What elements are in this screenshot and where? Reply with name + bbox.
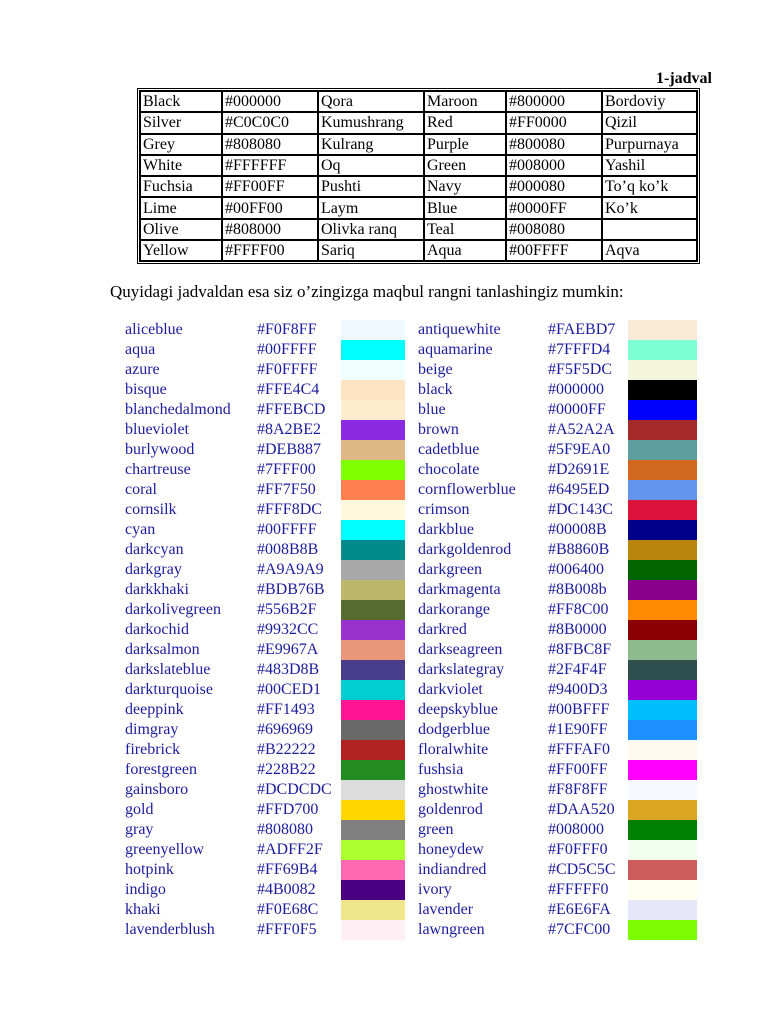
table-cell: Pushti (318, 176, 424, 197)
color-name: darkcyan (125, 541, 184, 558)
color-hex-code: #5F9EA0 (548, 441, 611, 458)
color-swatch (628, 320, 697, 340)
color-name: hotpink (125, 861, 174, 878)
color-swatch (628, 780, 697, 800)
color-name: blueviolet (125, 421, 189, 438)
color-name: lawngreen (418, 921, 485, 938)
color-hex-code: #00CED1 (257, 681, 321, 698)
color-hex-code: #FFFFF0 (548, 881, 609, 898)
color-row (0, 320, 768, 340)
color-hex-code: #FF7F50 (257, 481, 316, 498)
color-swatch (341, 680, 405, 700)
color-swatch (341, 820, 405, 840)
color-name: gainsboro (125, 781, 189, 798)
color-hex-code: #F0E68C (257, 901, 319, 918)
color-hex-code: #483D8B (257, 661, 320, 678)
color-name: lavender (418, 901, 474, 918)
table-cell: Qizil (602, 112, 697, 133)
table-cell: #FFFFFF (222, 155, 318, 176)
color-row (0, 520, 768, 540)
color-name: forestgreen (125, 761, 197, 778)
color-hex-code: #7CFC00 (548, 921, 611, 938)
table-cell: Fuchsia (140, 176, 222, 197)
table-cell: #000000 (222, 91, 318, 112)
color-hex-code: #2F4F4F (548, 661, 607, 678)
color-swatch (341, 660, 405, 680)
color-row (0, 500, 768, 520)
color-swatch (628, 700, 697, 720)
color-swatch (628, 640, 697, 660)
color-row (0, 580, 768, 600)
color-row (0, 920, 768, 940)
table-cell: #FFFF00 (222, 240, 318, 261)
color-swatch (628, 380, 697, 400)
table-cell: Laym (318, 197, 424, 218)
table-cell: Green (424, 155, 506, 176)
color-hex-code: #8FBC8F (548, 641, 612, 658)
color-swatch (628, 840, 697, 860)
table-cell: Black (140, 91, 222, 112)
table-cell: #C0C0C0 (222, 112, 318, 133)
color-hex-code: #00FFFF (257, 521, 317, 538)
table-row (140, 134, 697, 155)
color-row (0, 780, 768, 800)
color-row (0, 640, 768, 660)
color-name: darkblue (418, 521, 474, 538)
color-name: chocolate (418, 461, 480, 478)
color-swatch (341, 700, 405, 720)
color-swatch (341, 740, 405, 760)
color-name: khaki (125, 901, 161, 918)
color-swatch (341, 320, 405, 340)
color-swatch (341, 580, 405, 600)
color-hex-code: #F8F8FF (548, 781, 608, 798)
table-cell: Purple (424, 134, 506, 155)
table-cell: #008000 (506, 155, 602, 176)
table-cell: #00FF00 (222, 197, 318, 218)
color-hex-code: #ADFF2F (257, 841, 323, 858)
table-cell: Teal (424, 219, 506, 240)
table-cell: Aqua (424, 240, 506, 261)
color-row (0, 680, 768, 700)
color-name: dimgray (125, 721, 179, 738)
color-hex-code: #FFF8DC (257, 501, 322, 518)
color-name: black (418, 381, 453, 398)
color-name: bisque (125, 381, 167, 398)
color-hex-code: #DC143C (548, 501, 613, 518)
table-cell: Aqva (602, 240, 697, 261)
color-name: honeydew (418, 841, 484, 858)
table-cell: Blue (424, 197, 506, 218)
color-name: goldenrod (418, 801, 483, 818)
color-hex-code: #0000FF (548, 401, 606, 418)
color-row (0, 880, 768, 900)
color-hex-code: #B22222 (257, 741, 316, 758)
color-swatch (628, 760, 697, 780)
color-name: firebrick (125, 741, 181, 758)
color-name: fushsia (418, 761, 464, 778)
color-hex-code: #4B0082 (257, 881, 316, 898)
color-hex-code: #FF69B4 (257, 861, 318, 878)
color-name: green (418, 821, 454, 838)
color-row (0, 860, 768, 880)
color-hex-code: #FAEBD7 (548, 321, 616, 338)
color-hex-code: #8B008b (548, 581, 607, 598)
color-hex-code: #D2691E (548, 461, 610, 478)
color-swatch (628, 400, 697, 420)
color-row (0, 360, 768, 380)
color-hex-code: #00FFFF (257, 341, 317, 358)
table-row (140, 219, 697, 240)
color-hex-code: #F0FFFF (257, 361, 318, 378)
color-hex-code: #006400 (548, 561, 604, 578)
color-swatch (628, 900, 697, 920)
color-hex-code: #BDB76B (257, 581, 325, 598)
color-swatch (341, 460, 405, 480)
color-name: darkmagenta (418, 581, 501, 598)
color-name: deeppink (125, 701, 184, 718)
color-name: darkgreen (418, 561, 482, 578)
table-cell: Yashil (602, 155, 697, 176)
color-swatch (628, 720, 697, 740)
table-cell: #008080 (506, 219, 602, 240)
color-row (0, 620, 768, 640)
table-cell: #000080 (506, 176, 602, 197)
color-swatch (341, 720, 405, 740)
color-hex-code: #696969 (257, 721, 313, 738)
color-translation-table (137, 88, 700, 264)
color-hex-code: #FF00FF (548, 761, 608, 778)
color-hex-code: #9932CC (257, 621, 319, 638)
color-hex-code: #00BFFF (548, 701, 610, 718)
color-row (0, 460, 768, 480)
table-cell: #800000 (506, 91, 602, 112)
color-name: darkturquoise (125, 681, 213, 698)
color-name: brown (418, 421, 459, 438)
table-cell: Olive (140, 219, 222, 240)
color-swatch (628, 600, 697, 620)
table-cell: Kumushrang (318, 112, 424, 133)
table-row (140, 155, 697, 176)
color-swatch (628, 860, 697, 880)
color-hex-code: #FFF0F5 (257, 921, 317, 938)
color-name: darksalmon (125, 641, 200, 658)
table-cell: Grey (140, 134, 222, 155)
color-row (0, 660, 768, 680)
table-cell: Kulrang (318, 134, 424, 155)
table-cell: Olivka ranq (318, 219, 424, 240)
color-swatch (341, 800, 405, 820)
color-swatch (341, 420, 405, 440)
color-name: gold (125, 801, 154, 818)
color-name: darkgoldenrod (418, 541, 512, 558)
color-name: beige (418, 361, 453, 378)
color-name: blanchedalmond (125, 401, 231, 418)
color-name: blue (418, 401, 446, 418)
color-name: ivory (418, 881, 452, 898)
table-cell: To’q ko’k (602, 176, 697, 197)
color-row (0, 700, 768, 720)
color-hex-code: #B8860B (548, 541, 610, 558)
color-name: ghostwhite (418, 781, 489, 798)
color-name: aqua (125, 341, 156, 358)
color-name: darkslategray (418, 661, 505, 678)
color-name: chartreuse (125, 461, 191, 478)
color-row (0, 540, 768, 560)
color-row (0, 340, 768, 360)
color-hex-code: #FFD700 (257, 801, 319, 818)
color-swatch (341, 400, 405, 420)
table-cell: #FF00FF (222, 176, 318, 197)
color-row (0, 380, 768, 400)
color-swatch (628, 540, 697, 560)
table-cell: Ko’k (602, 197, 697, 218)
color-name: dodgerblue (418, 721, 490, 738)
table-cell: #0000FF (506, 197, 602, 218)
color-hex-code: #F0F8FF (257, 321, 317, 338)
color-name: darkred (418, 621, 467, 638)
color-swatch (341, 860, 405, 880)
color-hex-code: #F5F5DC (548, 361, 613, 378)
color-row (0, 760, 768, 780)
color-hex-code: #F0FFF0 (548, 841, 608, 858)
color-name: aquamarine (418, 341, 493, 358)
color-swatch (341, 480, 405, 500)
color-swatch (341, 440, 405, 460)
color-swatch (341, 560, 405, 580)
color-name: darkseagreen (418, 641, 503, 658)
color-hex-code: #DCDCDC (257, 781, 332, 798)
color-swatch (628, 740, 697, 760)
color-name: cadetblue (418, 441, 480, 458)
table-cell: Bordoviy (602, 91, 697, 112)
table-cell: White (140, 155, 222, 176)
color-swatch (628, 660, 697, 680)
color-hex-code: #008B8B (257, 541, 319, 558)
table-cell: #00FFFF (506, 240, 602, 261)
color-hex-code: #A52A2A (548, 421, 615, 438)
color-row (0, 400, 768, 420)
table-row (140, 112, 697, 133)
table-cell: #FF0000 (506, 112, 602, 133)
color-name: indiandred (418, 861, 487, 878)
table-cell: #800080 (506, 134, 602, 155)
color-row (0, 720, 768, 740)
color-swatch (341, 620, 405, 640)
color-name: deepskyblue (418, 701, 498, 718)
table-row (140, 197, 697, 218)
color-swatch (341, 920, 405, 940)
color-swatch (628, 420, 697, 440)
table-cell: Maroon (424, 91, 506, 112)
table-cell: Qora (318, 91, 424, 112)
color-swatch (628, 680, 697, 700)
color-swatch (628, 620, 697, 640)
color-name: lavenderblush (125, 921, 215, 938)
table-cell: Silver (140, 112, 222, 133)
color-swatch (341, 340, 405, 360)
color-swatch (341, 640, 405, 660)
table-row (140, 91, 697, 112)
color-row (0, 440, 768, 460)
color-swatch (341, 760, 405, 780)
color-name: greenyellow (125, 841, 205, 858)
color-name: cornflowerblue (418, 481, 516, 498)
color-hex-code: #8A2BE2 (257, 421, 321, 438)
color-swatch (341, 600, 405, 620)
color-swatch (628, 820, 697, 840)
color-name: darkolivegreen (125, 601, 221, 618)
table-cell: Red (424, 112, 506, 133)
color-name: floralwhite (418, 741, 489, 758)
color-hex-code: #9400D3 (548, 681, 608, 698)
color-swatch (628, 920, 697, 940)
table-cell: Sariq (318, 240, 424, 261)
color-swatch (341, 380, 405, 400)
color-swatch (628, 880, 697, 900)
color-name: cyan (125, 521, 156, 538)
color-hex-code: #E6E6FA (548, 901, 611, 918)
color-swatch (628, 800, 697, 820)
color-swatch (628, 580, 697, 600)
color-swatch (341, 780, 405, 800)
table-cell: Lime (140, 197, 222, 218)
intro-paragraph: Quyidagi jadvaldan esa siz o’zingizga maqbul rangni tanlashingiz mumkin: (110, 282, 624, 301)
color-hex-code: #FF8C00 (548, 601, 609, 618)
color-swatch (628, 500, 697, 520)
color-name: darkslateblue (125, 661, 211, 678)
color-name: darkochid (125, 621, 189, 638)
color-swatch (341, 360, 405, 380)
color-row (0, 740, 768, 760)
color-row (0, 560, 768, 580)
color-name: darkviolet (418, 681, 483, 698)
table-cell (602, 219, 697, 240)
color-hex-code: #228B22 (257, 761, 316, 778)
color-swatch (628, 340, 697, 360)
color-name: crimson (418, 501, 470, 518)
color-hex-code: #CD5C5C (548, 861, 616, 878)
color-row (0, 840, 768, 860)
color-swatch (341, 540, 405, 560)
color-row (0, 900, 768, 920)
color-hex-code: #6495ED (548, 481, 610, 498)
color-hex-code: #000000 (548, 381, 604, 398)
table-cell: #808000 (222, 219, 318, 240)
table-row (140, 176, 697, 197)
color-name: aliceblue (125, 321, 183, 338)
color-hex-code: #7FFFD4 (548, 341, 611, 358)
table-caption: 1-jadval (656, 70, 712, 87)
color-name: cornsilk (125, 501, 177, 518)
color-swatch (341, 900, 405, 920)
table-row (140, 240, 697, 261)
color-name: gray (125, 821, 154, 838)
color-name: darkkhaki (125, 581, 189, 598)
color-hex-code: #7FFF00 (257, 461, 316, 478)
color-swatch (628, 560, 697, 580)
color-hex-code: #DAA520 (548, 801, 615, 818)
table-cell: Oq (318, 155, 424, 176)
color-hex-code: #E9967A (257, 641, 319, 658)
color-swatch (628, 460, 697, 480)
table-cell: Purpurnaya (602, 134, 697, 155)
color-swatch (628, 520, 697, 540)
color-hex-code: #1E90FF (548, 721, 608, 738)
color-name: azure (125, 361, 160, 378)
color-row (0, 480, 768, 500)
color-hex-code: #FF1493 (257, 701, 315, 718)
table-cell: Navy (424, 176, 506, 197)
color-hex-code: #8B0000 (548, 621, 607, 638)
color-hex-code: #FFEBCD (257, 401, 326, 418)
color-hex-code: #808080 (257, 821, 313, 838)
color-name: darkgray (125, 561, 182, 578)
color-hex-code: #008000 (548, 821, 604, 838)
color-hex-code: #FFFAF0 (548, 741, 610, 758)
color-swatch (341, 840, 405, 860)
color-hex-code: #00008B (548, 521, 607, 538)
color-name: darkorange (418, 601, 490, 618)
table-cell: Yellow (140, 240, 222, 261)
color-swatch (628, 440, 697, 460)
color-row (0, 820, 768, 840)
color-hex-code: #DEB887 (257, 441, 321, 458)
color-hex-code: #FFE4C4 (257, 381, 320, 398)
color-row (0, 800, 768, 820)
color-swatch (628, 480, 697, 500)
color-swatch (341, 500, 405, 520)
color-translation-table-body (140, 91, 697, 261)
color-name: antiquewhite (418, 321, 501, 338)
color-hex-code: #556B2F (257, 601, 317, 618)
color-swatch (341, 520, 405, 540)
color-row (0, 600, 768, 620)
color-row (0, 420, 768, 440)
color-name: burlywood (125, 441, 195, 458)
color-swatch (341, 880, 405, 900)
table-cell: #808080 (222, 134, 318, 155)
color-swatch (628, 360, 697, 380)
color-name: indigo (125, 881, 166, 898)
color-name: coral (125, 481, 157, 498)
color-hex-code: #A9A9A9 (257, 561, 324, 578)
